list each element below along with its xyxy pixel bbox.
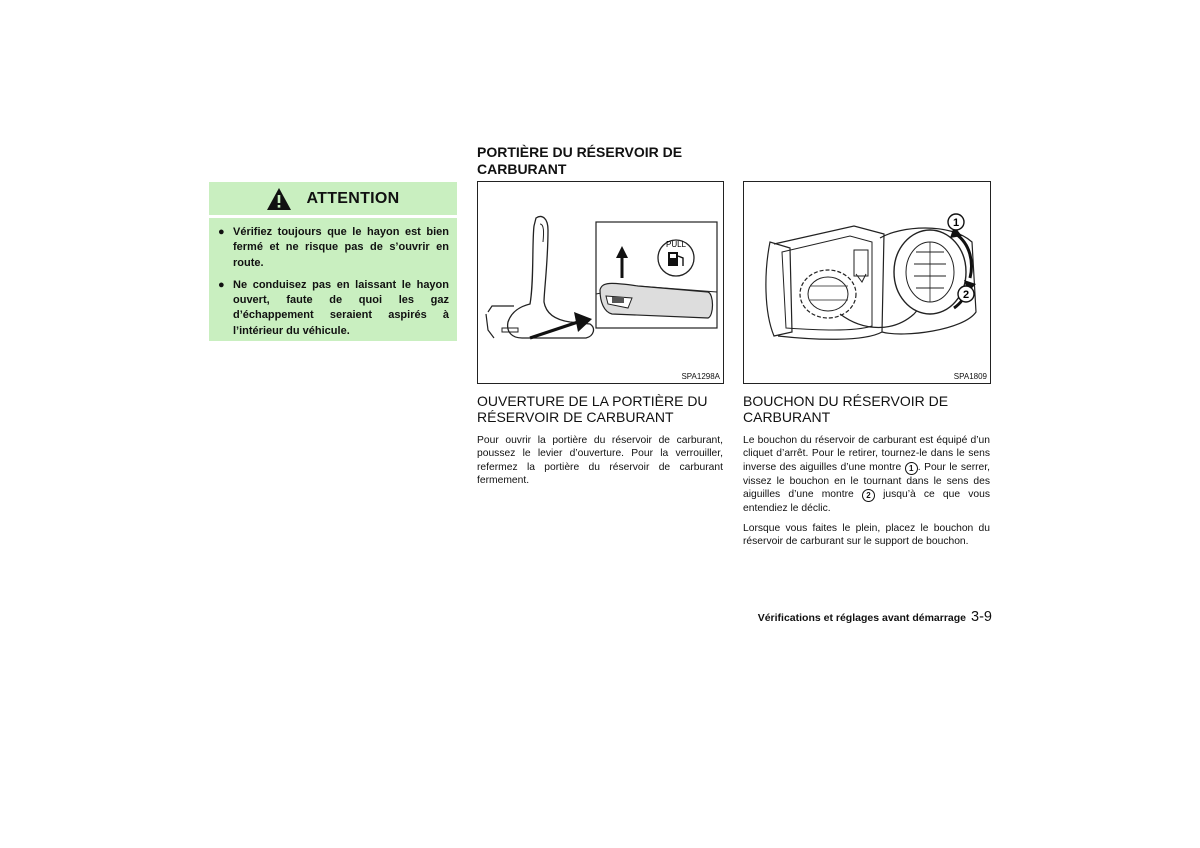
attention-bullet: [218, 225, 449, 271]
figure-code: SPA1298A: [681, 372, 720, 381]
clockwise-marker: 2: [862, 489, 875, 502]
opening-heading: OUVERTURE DE LA PORTIÈRE DU RÉSERVOIR DE CARBURANT: [477, 393, 708, 425]
cap-heading: BOUCHON DU RÉSERVOIR DE CARBURANT: [743, 393, 949, 425]
footer-section-title: Vérifications et réglages avant démarrage: [757, 612, 967, 624]
attention-header: [209, 182, 457, 215]
page-number: 3-9: [971, 609, 992, 625]
attention-title: ATTENTION: [306, 189, 400, 207]
cap-text: jusqu’à ce que vous entendiez le déclic.: [743, 489, 990, 515]
callout-2: [958, 286, 974, 302]
cap-paragraph-2: Lorsque vous faites le plein, placez le bouchon du réservoir de carburant sur le support de bouchon.: [743, 523, 990, 548]
cap-text: Le bouchon du réservoir de carburant est équipé d’un cliquet d’arrêt. Pour le retirer, tournez-le dans le sens inverse des aiguilles d’une montre: [743, 435, 990, 473]
svg-text:1: 1: [952, 217, 960, 229]
svg-text:2: 2: [962, 289, 970, 301]
figure-fuel-cap: [743, 181, 991, 384]
page-footer: [700, 608, 992, 626]
bullet-icon: ●: [218, 226, 225, 238]
figure-fuel-door-opener: [477, 181, 724, 384]
figure-code: SPA1809: [953, 372, 987, 381]
attention-bullet-text: Ne conduisez pas en laissant le hayon ouvert, faute de quoi les gaz d’échappement seraient aspirés à l’intérieur du véhicule.: [233, 278, 449, 337]
attention-body: [209, 218, 457, 341]
seat-illustration: [478, 182, 723, 383]
warning-triangle-icon: [266, 187, 292, 211]
bullet-icon: ●: [218, 278, 225, 291]
counterclockwise-marker: 1: [905, 462, 918, 475]
attention-bullet: [218, 278, 449, 339]
pull-label: PULL: [665, 240, 687, 249]
callout-1: [948, 214, 964, 230]
cap-paragraph-1: [743, 434, 990, 516]
opening-paragraph: Pour ouvrir la portière du réservoir de carburant, poussez le levier d’ouverture. Pour la verrouiller, refermez la portière du réservoir de carburant fermement.: [477, 435, 723, 487]
attention-bullet-text: Vérifiez toujours que le hayon est bien fermé et ne risque pas de s’ouvrir en route.: [233, 226, 449, 269]
section-title: PORTIÈRE DU RÉSERVOIR DE CARBURANT: [477, 144, 683, 177]
cap-text: . Pour le serrer, vissez le bouchon en le tournant dans le sens des aiguilles d’une montre: [743, 461, 991, 501]
fuel-cap-illustration: [744, 182, 990, 383]
